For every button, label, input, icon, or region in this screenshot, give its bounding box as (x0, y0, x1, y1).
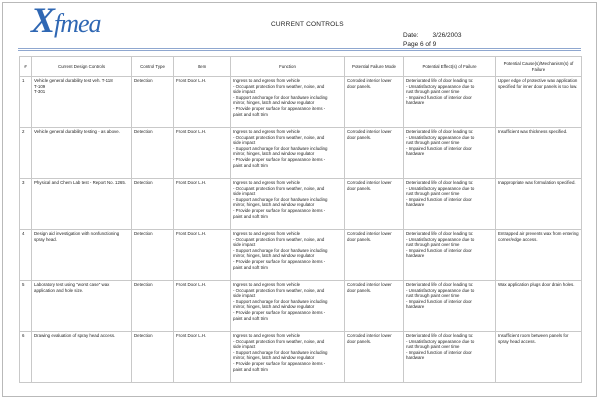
function-cell-line: Ingress to and egress from vehicle (233, 129, 301, 134)
function-cell-line: paint and soft trim (233, 264, 268, 270)
function-cell-line: - Occupant protection from weather, noise, and (233, 83, 325, 89)
function-cell-line: side impact (233, 344, 256, 350)
failure-mode-cell: Corroded interior lower door panels. (345, 281, 404, 332)
failure-effect-cell-line: hardware (406, 151, 425, 157)
report-title: CURRENT CONTROLS (271, 21, 344, 28)
table-header-row (20, 57, 582, 77)
function-cell-line: - Support anchorage for door hardware including (233, 298, 328, 304)
function-cell-line: - Support anchorage for door hardware including (233, 247, 328, 253)
function-cell-line: - Provide proper surface for appearance items - (233, 207, 326, 213)
failure-mode-cell: Corroded interior lower door panels. (345, 128, 404, 179)
design-control-cell: Drawing evaluation of spray head access. (32, 332, 132, 383)
failure-effect-cell-line: rust through paint over time (406, 89, 460, 95)
function-cell-line: mirror, hinges, latch and window regulator (233, 202, 315, 208)
function-cell-line: - Occupant protection from weather, noise, and (233, 338, 325, 344)
function-cell-line: - Support anchorage for door hardware including (233, 145, 328, 151)
control-type-cell: Detection (132, 128, 174, 179)
table-row (20, 77, 582, 128)
row-number: 6 (20, 332, 32, 383)
function-cell-line: paint and soft trim (233, 111, 268, 117)
function-cell-line: paint and soft trim (233, 213, 268, 219)
design-control-cell: Vehicle general durability testing - as above. (32, 128, 132, 179)
function-cell-line: - Occupant protection from weather, noise, and (233, 287, 325, 293)
report-date (403, 32, 461, 39)
failure-effect-cell-line: rust through paint over time (406, 191, 460, 197)
failure-cause-cell: Inappropriate wax formulation specified. (496, 179, 582, 230)
function-cell (231, 179, 345, 230)
function-cell-line: mirror, hinges, latch and window regulator (233, 355, 315, 361)
column-header: Function (231, 57, 345, 77)
failure-effect-cell (404, 128, 496, 179)
failure-effect-cell-line: - Impaired function of interior door (406, 145, 472, 151)
item-cell: Front Door L.H. (174, 179, 231, 230)
function-cell-line: - Provide proper surface for appearance items - (233, 156, 326, 162)
controls-table (19, 56, 582, 383)
failure-effect-cell-line: - Unsatisfactory appearance due to (406, 134, 475, 140)
design-control-cell: Design aid investigation with nonfunctioning spray head. (32, 230, 132, 281)
row-number: 5 (20, 281, 32, 332)
design-control-cell: Laboratory test using "worst case" wax application and hole size. (32, 281, 132, 332)
function-cell-line: - Support anchorage for door hardware including (233, 196, 328, 202)
item-cell: Front Door L.H. (174, 77, 231, 128)
header-divider (18, 48, 581, 49)
failure-effect-cell-line: - Impaired function of interior door (406, 247, 472, 253)
failure-effect-cell (404, 332, 496, 383)
function-cell-line: paint and soft trim (233, 366, 268, 372)
column-header: Potential Effect(s) of Failure (404, 57, 496, 77)
failure-effect-cell-line: hardware (406, 100, 425, 106)
failure-cause-cell: Insufficient room between panels for spray head access. (496, 332, 582, 383)
function-cell-line: - Provide proper surface for appearance items - (233, 360, 326, 366)
failure-effect-cell (404, 281, 496, 332)
function-cell-line: side impact (233, 140, 256, 146)
function-cell-line: - Support anchorage for door hardware including (233, 94, 328, 100)
column-header: # (20, 57, 32, 77)
failure-effect-cell-line: Deteriorated life of door leading to: (406, 231, 474, 236)
item-cell: Front Door L.H. (174, 281, 231, 332)
column-header: Current Design Controls (32, 57, 132, 77)
failure-effect-cell-line: Deteriorated life of door leading to: (406, 282, 474, 287)
failure-effect-cell-line: - Unsatisfactory appearance due to (406, 185, 475, 191)
control-type-cell: Detection (132, 77, 174, 128)
table-row (20, 179, 582, 230)
failure-effect-cell (404, 77, 496, 128)
failure-cause-cell: Entrapped air prevents wax from entering corner/edge access. (496, 230, 582, 281)
item-cell: Front Door L.H. (174, 230, 231, 281)
failure-mode-cell: Corroded interior lower door panels. (345, 179, 404, 230)
date-label: Date: (403, 32, 419, 39)
function-cell (231, 281, 345, 332)
control-type-cell: Detection (132, 230, 174, 281)
column-header: Control Type (132, 57, 174, 77)
function-cell-line: paint and soft trim (233, 162, 268, 168)
failure-effect-cell-line: Deteriorated life of door leading to: (406, 180, 474, 185)
date-value: 3/26/2003 (432, 32, 462, 39)
function-cell-line: mirror, hinges, latch and window regulator (233, 304, 315, 310)
column-header: Item (174, 57, 231, 77)
failure-effect-cell-line: rust through paint over time (406, 140, 460, 146)
function-cell-line: mirror, hinges, latch and window regulator (233, 100, 315, 106)
function-cell (231, 128, 345, 179)
row-number: 1 (20, 77, 32, 128)
failure-cause-cell: Wax application plugs door drain holes. (496, 281, 582, 332)
xfmea-logo: Xfmea (31, 0, 101, 40)
control-type-cell: Detection (132, 332, 174, 383)
item-cell: Front Door L.H. (174, 332, 231, 383)
failure-effect-cell-line: rust through paint over time (406, 242, 460, 248)
function-cell (231, 332, 345, 383)
function-cell-line: side impact (233, 242, 256, 248)
failure-cause-cell: Upper edge of protective wax application specified for inner door panels is too low. (496, 77, 582, 128)
failure-effect-cell-line: hardware (406, 253, 425, 259)
failure-effect-cell (404, 179, 496, 230)
page-indicator: Page 6 of 9 (403, 41, 437, 48)
failure-mode-cell: Corroded interior lower door panels. (345, 230, 404, 281)
failure-effect-cell-line: Deteriorated life of door leading to: (406, 78, 474, 83)
failure-effect-cell-line: - Unsatisfactory appearance due to (406, 338, 475, 344)
control-type-cell: Detection (132, 179, 174, 230)
failure-effect-cell-line: hardware (406, 202, 425, 208)
failure-effect-cell (404, 230, 496, 281)
failure-effect-cell-line: - Unsatisfactory appearance due to (406, 236, 475, 242)
row-number: 3 (20, 179, 32, 230)
function-cell-line: - Provide proper surface for appearance items - (233, 105, 326, 111)
failure-effect-cell-line: - Impaired function of interior door (406, 349, 472, 355)
failure-mode-cell: Corroded interior lower door panels. (345, 332, 404, 383)
function-cell-line: paint and soft trim (233, 315, 268, 321)
column-header: Potential Cause(s)/Mechanism(s) of Failure (496, 57, 582, 77)
function-cell-line: mirror, hinges, latch and window regulator (233, 151, 315, 157)
failure-effect-cell-line: hardware (406, 304, 425, 310)
control-type-cell: Detection (132, 281, 174, 332)
function-cell-line: side impact (233, 191, 256, 197)
failure-effect-cell-line: - Impaired function of interior door (406, 196, 472, 202)
failure-effect-cell-line: Deteriorated life of door leading to: (406, 129, 474, 134)
row-number: 2 (20, 128, 32, 179)
failure-effect-cell-line: - Impaired function of interior door (406, 298, 472, 304)
function-cell-line: side impact (233, 293, 256, 299)
failure-effect-cell-line: - Unsatisfactory appearance due to (406, 287, 475, 293)
failure-effect-cell-line: Deteriorated life of door leading to: (406, 333, 474, 338)
function-cell-line: side impact (233, 89, 256, 95)
function-cell-line: - Occupant protection from weather, noise, and (233, 134, 325, 140)
table-body (20, 77, 582, 383)
function-cell-line: Ingress to and egress from vehicle (233, 282, 301, 287)
function-cell-line: Ingress to and egress from vehicle (233, 78, 301, 83)
item-cell: Front Door L.H. (174, 128, 231, 179)
failure-mode-cell: Corroded interior lower door panels. (345, 77, 404, 128)
function-cell-line: Ingress to and egress from vehicle (233, 231, 301, 236)
table-row (20, 128, 582, 179)
table-row (20, 332, 582, 383)
function-cell-line: - Provide proper surface for appearance items - (233, 258, 326, 264)
header-divider-secondary (18, 50, 581, 51)
failure-effect-cell-line: rust through paint over time (406, 344, 460, 350)
function-cell-line: Ingress to and egress from vehicle (233, 333, 301, 338)
table-row (20, 230, 582, 281)
failure-effect-cell-line: - Impaired function of interior door (406, 94, 472, 100)
function-cell (231, 77, 345, 128)
design-control-cell: Physical and Chem Lab test - Report No. 1265. (32, 179, 132, 230)
function-cell-line: - Occupant protection from weather, noise, and (233, 185, 325, 191)
failure-effect-cell-line: - Unsatisfactory appearance due to (406, 83, 475, 89)
failure-cause-cell: Insufficient wax thickness specified. (496, 128, 582, 179)
function-cell-line: - Provide proper surface for appearance items - (233, 309, 326, 315)
function-cell-line: Ingress to and egress from vehicle (233, 180, 301, 185)
function-cell-line: mirror, hinges, latch and window regulator (233, 253, 315, 259)
function-cell-line: - Support anchorage for door hardware including (233, 349, 328, 355)
failure-effect-cell-line: hardware (406, 355, 425, 361)
column-header: Potential Failure Mode (345, 57, 404, 77)
table-row (20, 281, 582, 332)
row-number: 4 (20, 230, 32, 281)
function-cell (231, 230, 345, 281)
failure-effect-cell-line: rust through paint over time (406, 293, 460, 299)
function-cell-line: - Occupant protection from weather, noise, and (233, 236, 325, 242)
design-control-cell: Vehicle general durability test veh. T-118 T-109 T-301 (32, 77, 132, 128)
